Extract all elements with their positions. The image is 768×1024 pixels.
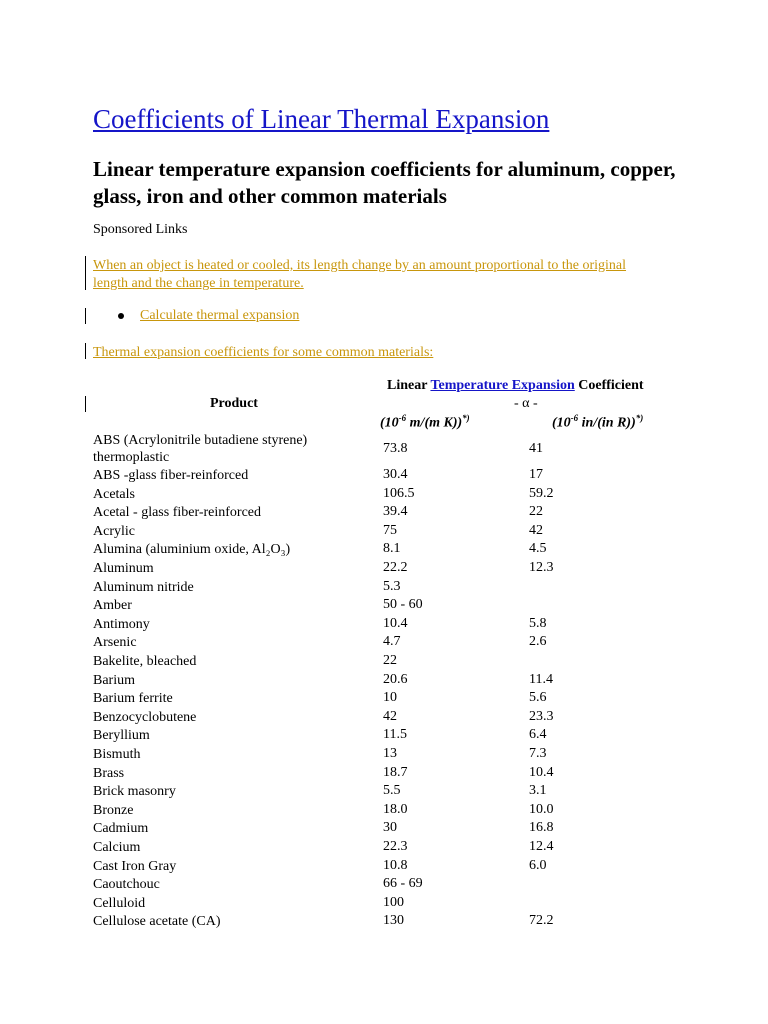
cell-product: Amber (93, 598, 132, 614)
cell-product: Bakelite, bleached (93, 654, 197, 669)
cell-coefficient-imperial: 22 (529, 504, 543, 520)
cell-coefficient-metric: 22.3 (383, 839, 408, 854)
cell-coefficient-metric: 22 (383, 653, 397, 668)
cell-coefficient-imperial: 10.0 (529, 801, 554, 817)
header-product: Product (210, 396, 258, 411)
bullet-item (118, 308, 299, 324)
cell-coefficient-metric: 4.7 (383, 634, 401, 650)
cell-coefficient-metric: 39.4 (383, 504, 408, 520)
cell-coefficient-metric: 42 (383, 708, 397, 724)
cell-product: Bronze (93, 802, 134, 818)
cell-product: ABS -glass fiber-reinforced (93, 468, 249, 483)
text-cursor-bar (85, 343, 86, 359)
cell-coefficient-imperial: 4.5 (529, 541, 547, 557)
header-alpha: - α - (514, 396, 538, 411)
cell-coefficient-imperial: 11.4 (529, 671, 553, 687)
cell-product: Antimony (93, 616, 150, 632)
cell-coefficient-imperial: 7.3 (529, 746, 547, 761)
cell-coefficient-imperial: 12.3 (529, 560, 554, 575)
cell-product: Cadmium (93, 821, 149, 837)
cell-coefficient-metric: 75 (383, 522, 397, 538)
intro-paragraph[interactable] (93, 256, 663, 292)
cell-coefficient-metric: 18.7 (383, 764, 408, 780)
cell-product: Arsenic (93, 635, 137, 651)
cell-product: Acrylic (93, 523, 135, 539)
cell-product: Brick masonry (93, 784, 176, 800)
cell-coefficient-imperial: 6.4 (529, 727, 547, 743)
cell-product: Aluminum nitride (93, 579, 194, 595)
text-cursor-bar (85, 396, 86, 412)
cell-coefficient-imperial: 23.3 (529, 708, 554, 724)
bullet-dot-icon (118, 313, 124, 319)
cell-product: Barium (93, 672, 135, 688)
text-cursor-bar (85, 256, 86, 290)
cell-coefficient-metric: 73.8 (383, 441, 408, 456)
cell-coefficient-imperial: 17 (529, 467, 543, 482)
cell-product: Acetal - glass fiber-reinforced (93, 505, 262, 521)
cell-product: Cast Iron Gray (93, 858, 177, 874)
cell-coefficient-imperial: 2.6 (529, 634, 547, 650)
cell-coefficient-metric: 11.5 (383, 727, 407, 743)
cell-coefficient-imperial: 42 (529, 522, 543, 538)
cell-product: Beryllium (93, 728, 150, 744)
cell-coefficient-metric: 8.1 (383, 541, 401, 557)
header-coefficient: Linear Temperature Expansion Coefficient (387, 378, 644, 393)
cell-coefficient-metric: 130 (383, 913, 404, 929)
cell-product: ABS (Acrylonitrile butadiene styrene) thermoplastic (93, 433, 308, 465)
cell-coefficient-imperial: 41 (529, 441, 543, 456)
cell-coefficient-metric: 100 (383, 894, 404, 910)
header-unit-metric: ($10^{-6}$ m/(m K))*) (380, 413, 470, 431)
header-unit-imperial: ($10^{-6}$ in/(in R))*) (552, 413, 644, 431)
cell-product: Brass (93, 765, 125, 781)
cell-coefficient-metric: 13 (383, 746, 397, 761)
cell-coefficient-metric: 10.8 (383, 857, 408, 873)
cell-coefficient-metric: 30 (383, 820, 397, 836)
table-intro-link[interactable]: Thermal expansion coefficients for some common materials: (93, 345, 434, 360)
cell-coefficient-metric: 20.6 (383, 671, 408, 687)
cell-coefficient-imperial: 6.0 (529, 857, 547, 873)
cell-coefficient-metric: 66 - 69 (383, 876, 423, 892)
cell-product: Calcium (93, 840, 141, 855)
cell-coefficient-metric: 106.5 (383, 485, 415, 501)
cell-product: Benzocyclobutene (93, 709, 197, 725)
cell-coefficient-metric: 10 (383, 690, 397, 706)
page-title[interactable]: Coefficients of Linear Thermal Expansion (93, 104, 550, 134)
cell-coefficient-metric: 50 - 60 (383, 597, 423, 613)
page-subtitle: Linear temperature expansion coefficients for aluminum, copper, glass, iron and other common materials (93, 157, 676, 208)
table-intro[interactable] (93, 343, 433, 361)
cell-product: Cellulose acetate (CA) (93, 914, 221, 930)
intro-link[interactable]: When an object is heated or cooled, its length change by an amount proportional to the original length and the change in temperature. (93, 258, 627, 291)
cell-coefficient-metric: 22.2 (383, 560, 408, 575)
cell-product: Barium ferrite (93, 691, 173, 707)
cell-coefficient-imperial: 12.4 (529, 839, 554, 854)
cell-product: Bismuth (93, 747, 141, 762)
cell-coefficient-imperial: 5.6 (529, 690, 547, 706)
cell-coefficient-imperial: 72.2 (529, 913, 554, 929)
cell-coefficient-metric: 5.5 (383, 783, 401, 799)
cell-coefficient-imperial: 10.4 (529, 764, 554, 780)
cell-product: Caoutchouc (93, 877, 160, 893)
cell-coefficient-metric: 10.4 (383, 615, 408, 631)
cell-coefficient-imperial: 3.1 (529, 783, 547, 799)
cell-product: Aluminum (93, 561, 154, 576)
cell-product: Celluloid (93, 895, 146, 911)
cell-product: Acetals (93, 486, 135, 502)
cell-coefficient-metric: 5.3 (383, 578, 401, 594)
cell-coefficient-imperial: 5.8 (529, 615, 547, 631)
sponsored-links-label: Sponsored Links (93, 222, 188, 237)
cell-coefficient-imperial: 16.8 (529, 820, 554, 836)
temperature-expansion-link[interactable]: Temperature Expansion (430, 378, 575, 393)
cell-coefficient-metric: 18.0 (383, 801, 408, 817)
cell-coefficient-imperial: 59.2 (529, 485, 554, 501)
cell-coefficient-metric: 30.4 (383, 467, 408, 482)
calculate-thermal-expansion-link[interactable]: Calculate thermal expansion (140, 308, 300, 323)
cell-product: Alumina (aluminium oxide, Al₂O₃) (93, 542, 291, 558)
text-cursor-bar (85, 308, 86, 324)
